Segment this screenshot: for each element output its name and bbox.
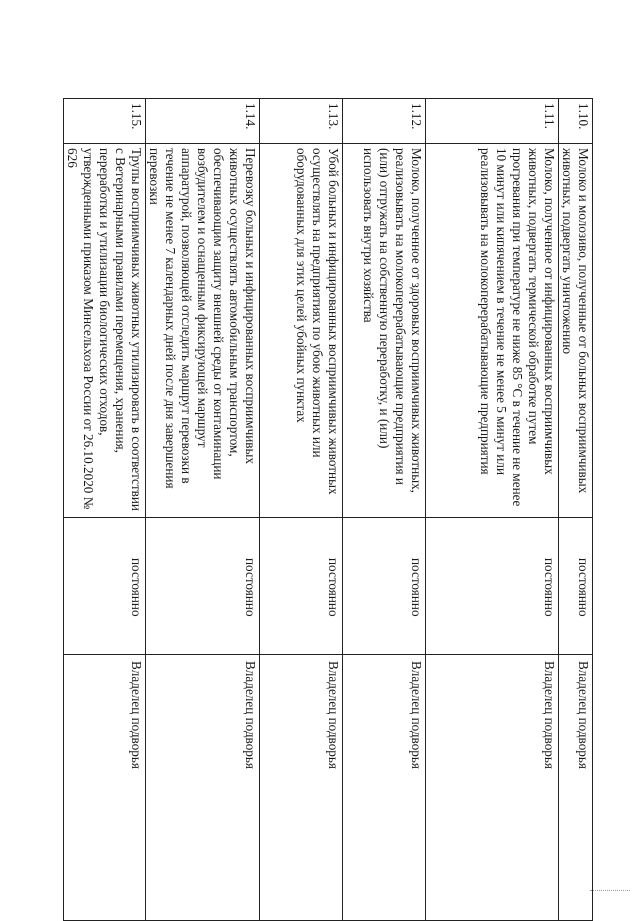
term-text: постоянно (243, 558, 258, 617)
responsible-text: Владелец подворья (542, 661, 557, 769)
term-cell (426, 518, 559, 655)
measure-description-cell: Перевозку больных и инфицированных восприимчивых животных осуществлять автомобильным транспортом, обеспечивающим защиту внешней среды от контаминации возбудителем и оснащенным фиксирующей маршрут аппаратурой, позволяющей отследить маршрут перевозки в течение не менее 7 календарных дней после дня завершения перевозки (146, 144, 260, 518)
measure-description-cell: Молоко, полученное от инфицированных восприимчивых животных, подвергать термической обработке путем прогревания при температуре не ниже 85 °С в течение не менее 10 минут или кипячением в течение не менее 5 минут или реализовывать на молокоперерабатывающие предприятия (426, 144, 559, 518)
row-number-cell: 1.14. (146, 99, 260, 144)
term-cell (146, 518, 260, 655)
measures-table (63, 98, 593, 921)
term-cell (260, 518, 343, 655)
table-row (146, 99, 260, 921)
term-cell (559, 518, 593, 655)
responsible-text: Владелец подворья (129, 661, 144, 769)
table-row (426, 99, 559, 921)
term-text: постоянно (542, 558, 557, 617)
measure-description-cell: Молоко, полученное от здоровых восприимчивых животных, реализовывать на молокоперерабатывающие предприятия и (или) отгружать на собственную переработку, и (или) использовать внутри хозяйства (343, 144, 426, 518)
term-text: постоянно (409, 558, 424, 617)
row-number-cell: 1.11. (426, 99, 559, 144)
responsible-cell (260, 655, 343, 921)
responsible-cell (559, 655, 593, 921)
term-text: постоянно (326, 558, 341, 617)
term-text: постоянно (129, 558, 144, 617)
responsible-cell (426, 655, 559, 921)
responsible-cell (343, 655, 426, 921)
measure-description-cell: Трупы восприимчивых животных утилизировать в соответствии с Ветеринарными правилами перемещения, хранения, переработки и утилизации биологических отходов, утвержденными приказом Минсельхоза России от 26.10.2020 № 626 (64, 144, 146, 518)
table-row (64, 99, 146, 921)
row-number-cell: 1.10. (559, 99, 593, 144)
term-text: постоянно (576, 558, 591, 617)
rotated-table-container (65, 98, 593, 884)
responsible-cell (64, 655, 146, 921)
responsible-cell (146, 655, 260, 921)
responsible-text: Владелец подворья (243, 661, 258, 769)
row-number-cell: 1.13. (260, 99, 343, 144)
measure-description-cell: Убой больных и инфицированных восприимчивых животных осуществлять на предприятиях по убою животных или оборудованных для этих целей убойных пунктах (260, 144, 343, 518)
responsible-text: Владелец подворья (326, 661, 341, 769)
responsible-text: Владелец подворья (409, 661, 424, 769)
rotated-table-frame (65, 98, 593, 884)
table-row (260, 99, 343, 921)
term-cell (64, 518, 146, 655)
table-row (559, 99, 593, 921)
responsible-text: Владелец подворья (576, 661, 591, 769)
row-number-cell: 1.15. (64, 99, 146, 144)
scan-edge-mark (590, 890, 630, 892)
term-cell (343, 518, 426, 655)
row-number-cell: 1.12. (343, 99, 426, 144)
measure-description-cell: Молоко и молозиво, полученные от больных восприимчивых животных, подвергать уничтожению (559, 144, 593, 518)
table-row (343, 99, 426, 921)
